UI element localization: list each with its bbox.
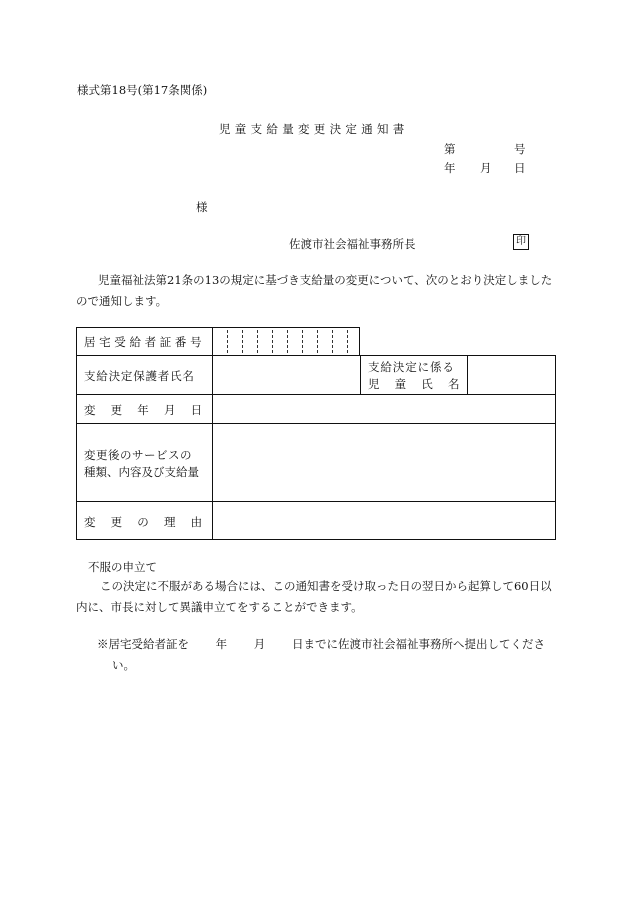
table-hline-3 [76,501,556,502]
digit-sep-8 [332,330,333,353]
label-change-date: 変 更 年 月 日 [84,403,203,417]
digit-sep-4 [272,330,273,353]
label-guardian-name: 支給決定保護者氏名 [84,369,195,383]
number-suffix: 号 [514,142,526,156]
seal-box: 印 [513,234,529,250]
table-label-divider [212,355,213,540]
label-service-line2: 種類、内容及び支給量 [84,465,199,479]
submission-note-line2: い。 [112,658,135,672]
date-month: 月 [480,161,492,175]
form-number: 様式第18号(第17条関係) [77,83,208,97]
table-row1-divider [212,327,213,356]
date-day: 日 [514,161,526,175]
document-title: 児童支給量変更決定通知書 [219,122,409,136]
label-child-name-line1: 支給決定に係る [368,360,455,374]
date-year: 年 [444,161,456,175]
addressee-suffix: 様 [196,200,208,214]
issuer-name: 佐渡市社会福祉事務所長 [289,237,416,251]
digit-sep-9 [347,330,348,353]
label-child-name-line2: 児 童 氏 名 [368,377,460,391]
appeal-title: 不服の申立て [88,560,157,574]
digit-sep-6 [302,330,303,353]
table-hline-1 [76,394,556,395]
submission-note-line1: ※居宅受給者証を 年 月 日までに佐渡市社会福祉事務所へ提出してくださ [97,637,545,651]
label-service-line1: 変更後のサービスの [84,448,192,462]
table-row2-right-divider [467,355,468,395]
number-prefix: 第 [444,142,456,156]
digit-sep-7 [317,330,318,353]
table-hline-2 [76,423,556,424]
digit-sep-2 [242,330,243,353]
digit-sep-5 [287,330,288,353]
digit-sep-3 [257,330,258,353]
digit-sep-1 [227,330,228,353]
notification-body: 児童福祉法第21条の13の規定に基づき支給量の変更について、次のとおり決定しましたので通知します。 [76,273,553,308]
label-change-reason: 変 更 の 理 由 [84,515,203,529]
appeal-body: この決定に不服がある場合には、この通知書を受け取った日の翌日から起算して60日以内に、市長に対して異議申立てをすることができます。 [76,579,552,614]
label-certificate-number: 居 宅 受 給 者 証 番 号 [84,335,202,349]
table-row2-mid-divider [360,355,361,395]
